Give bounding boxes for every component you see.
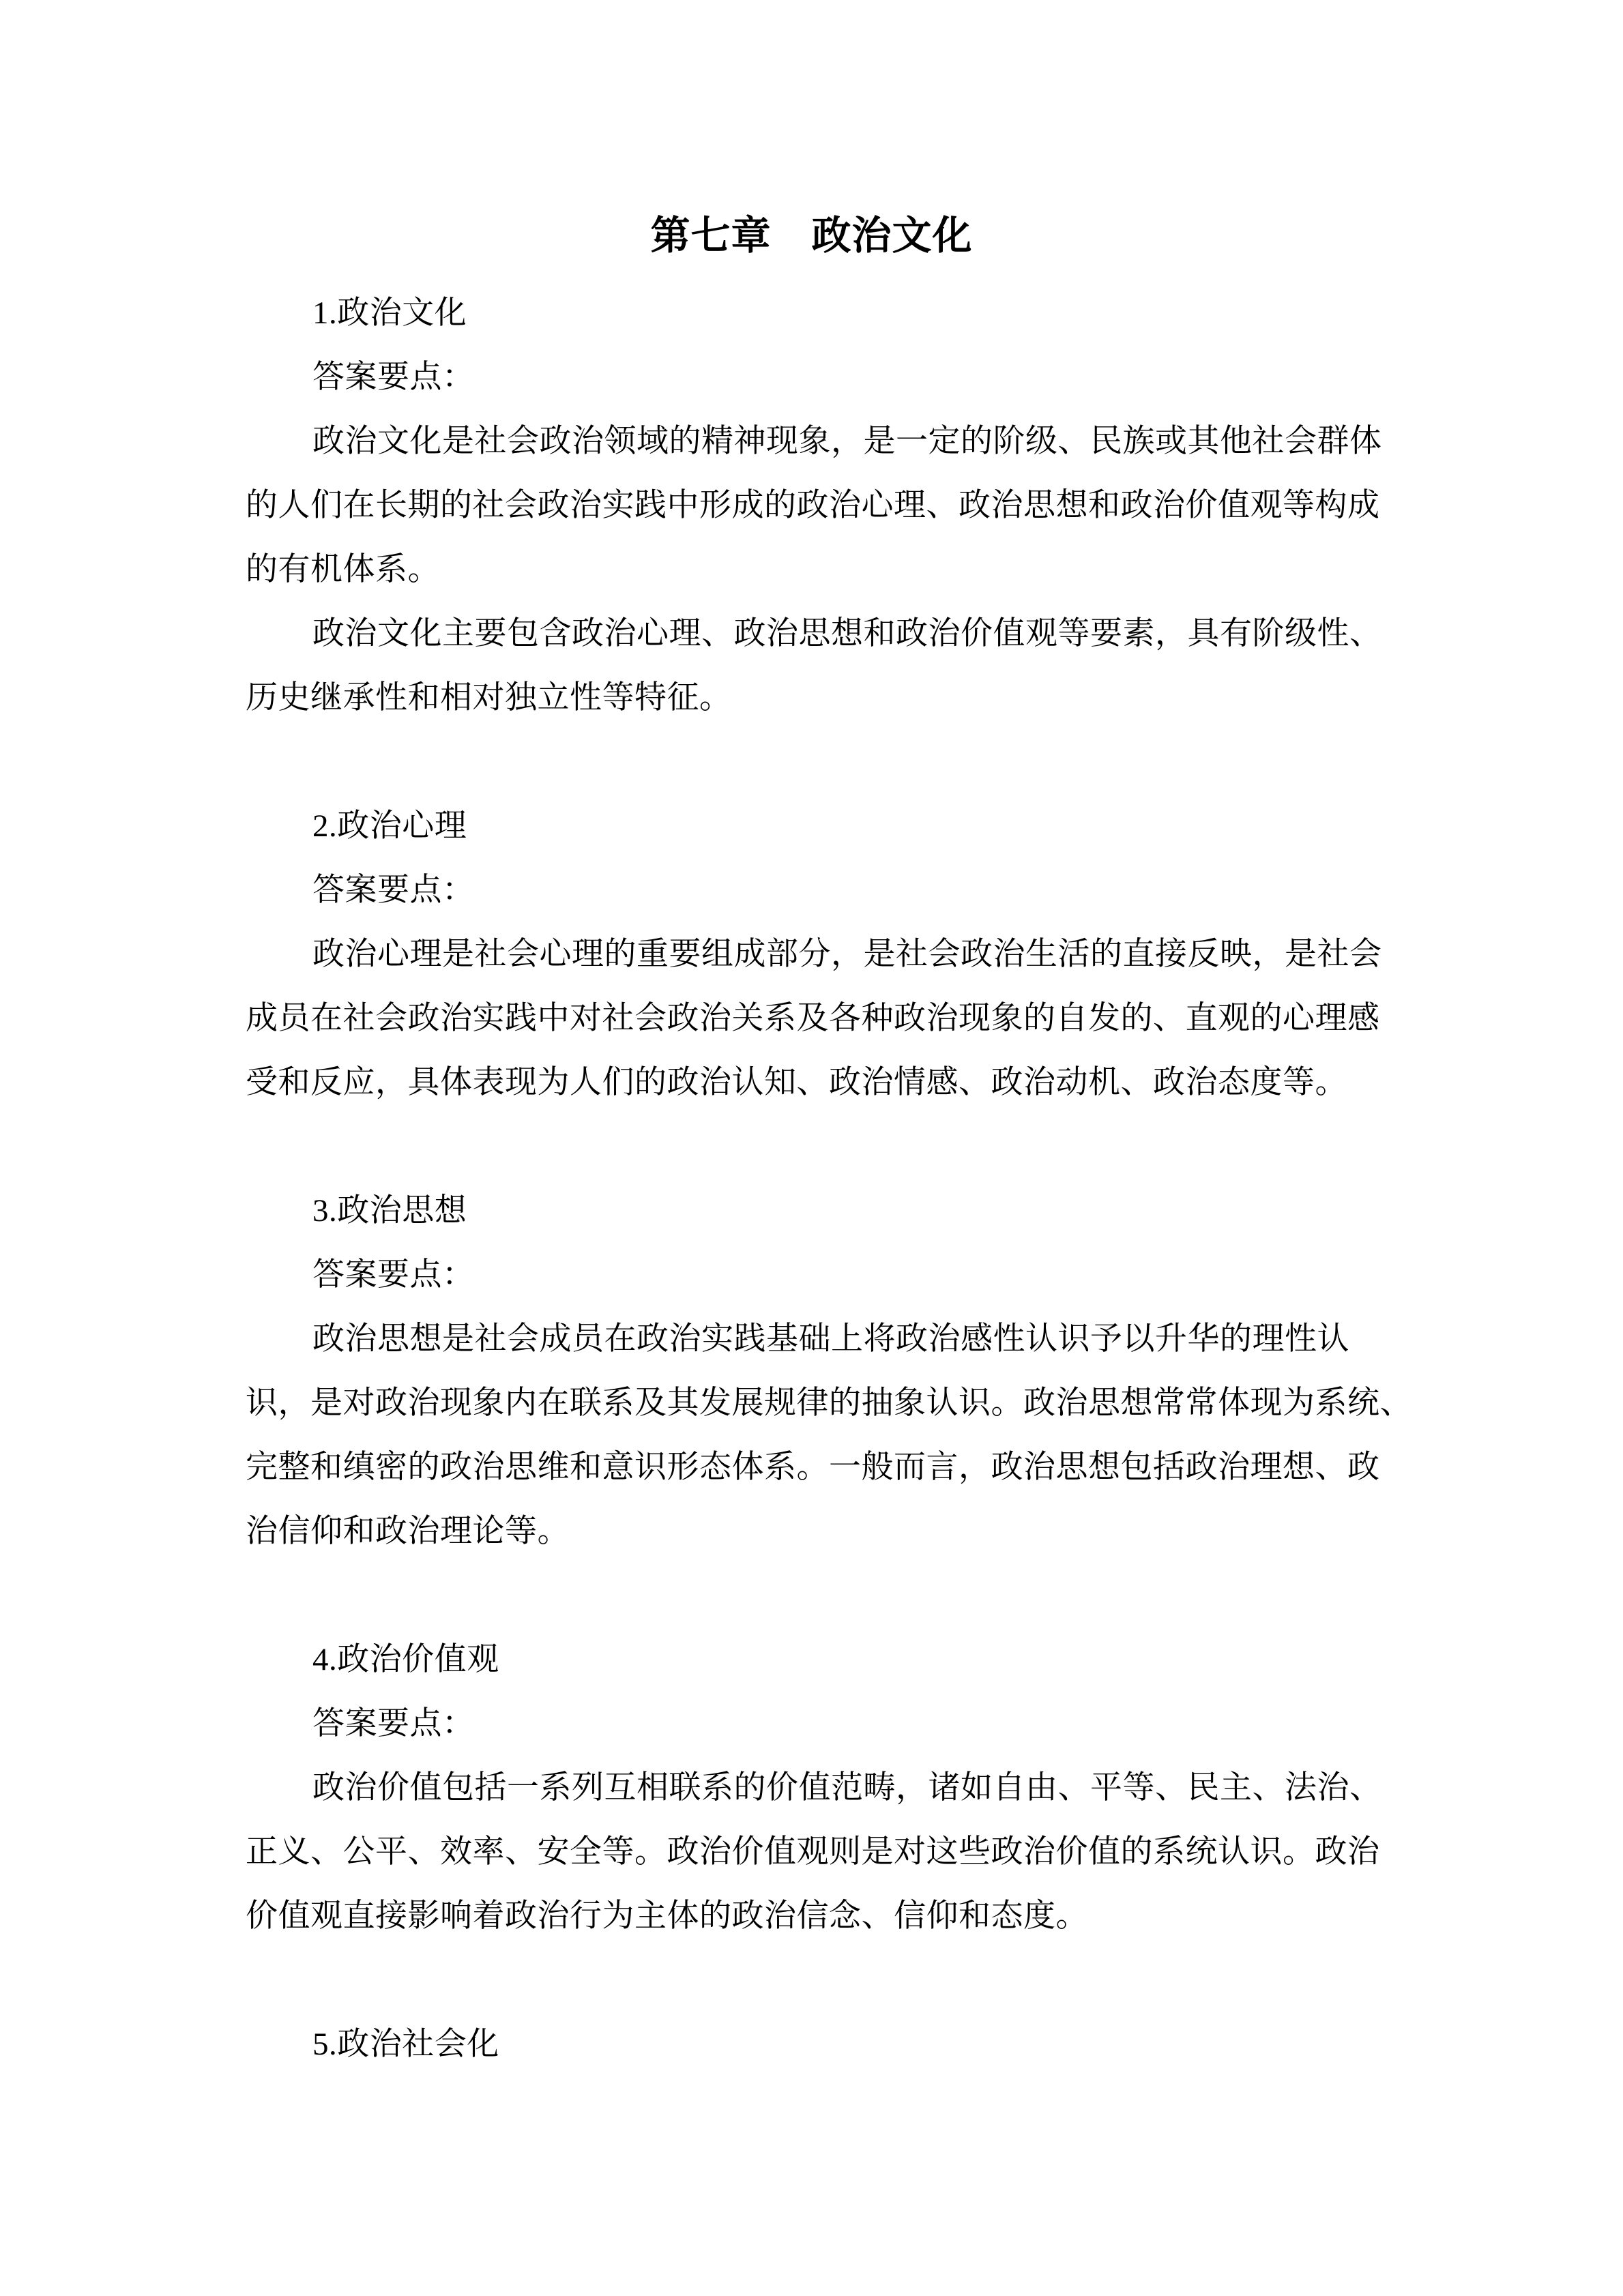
item-heading: 5.政治社会化 bbox=[312, 2027, 499, 2062]
item-heading: 3.政治思想 bbox=[312, 1193, 467, 1228]
paragraph-line: 的人们在长期的社会政治实践中形成的政治心理、政治思想和政治价值观等构成 bbox=[246, 488, 1380, 523]
paragraph-line: 完整和缜密的政治思维和意识形态体系。一般而言，政治思想包括政治理想、政 bbox=[246, 1449, 1380, 1485]
paragraph-line: 受和反应，具体表现为人们的政治认知、政治情感、政治动机、政治态度等。 bbox=[246, 1065, 1347, 1100]
answer-label: 答案要点： bbox=[312, 1257, 475, 1293]
item-heading: 1.政治文化 bbox=[312, 295, 467, 331]
answer-label: 答案要点： bbox=[312, 1706, 475, 1741]
paragraph-line: 成员在社会政治实践中对社会政治关系及各种政治现象的自发的、直观的心理感 bbox=[246, 1001, 1380, 1036]
paragraph-line: 政治思想是社会成员在政治实践基础上将政治感性认识予以升华的理性认 bbox=[312, 1321, 1349, 1357]
paragraph-line: 政治价值包括一系列互相联系的价值范畴，诸如自由、平等、民主、法治、 bbox=[312, 1770, 1382, 1806]
paragraph-line: 正义、公平、效率、安全等。政治价值观则是对这些政治价值的系统认识。政治 bbox=[246, 1834, 1380, 1870]
blank-line bbox=[246, 1115, 1379, 1179]
paragraph-line: 治信仰和政治理论等。 bbox=[246, 1514, 570, 1549]
blank-line bbox=[246, 1948, 1379, 2012]
item-heading: 4.政治价值观 bbox=[312, 1642, 499, 1677]
blank-line bbox=[246, 1563, 1379, 1628]
paragraph-line: 政治心理是社会心理的重要组成部分，是社会政治生活的直接反映，是社会 bbox=[312, 937, 1382, 972]
paragraph-line: 的有机体系。 bbox=[246, 552, 440, 587]
chapter-title: 第七章 政治文化 bbox=[650, 214, 973, 258]
paragraph-line: 价值观直接影响着政治行为主体的政治信念、信仰和态度。 bbox=[246, 1898, 1088, 1934]
paragraph-line: 政治文化是社会政治领域的精神现象，是一定的阶级、民族或其他社会群体 bbox=[312, 424, 1382, 459]
answer-label: 答案要点： bbox=[312, 872, 475, 908]
paragraph-line: 历史继承性和相对独立性等特征。 bbox=[246, 680, 732, 716]
paragraph-line: 识，是对政治现象内在联系及其发展规律的抽象认识。政治思想常常体现为系统、 bbox=[246, 1385, 1412, 1421]
answer-label: 答案要点： bbox=[312, 359, 475, 395]
document-body bbox=[246, 281, 1412, 2076]
item-heading: 2.政治心理 bbox=[312, 808, 467, 844]
blank-line bbox=[246, 730, 1379, 794]
paragraph-line: 政治文化主要包含政治心理、政治思想和政治价值观等要素，具有阶级性、 bbox=[312, 616, 1382, 651]
